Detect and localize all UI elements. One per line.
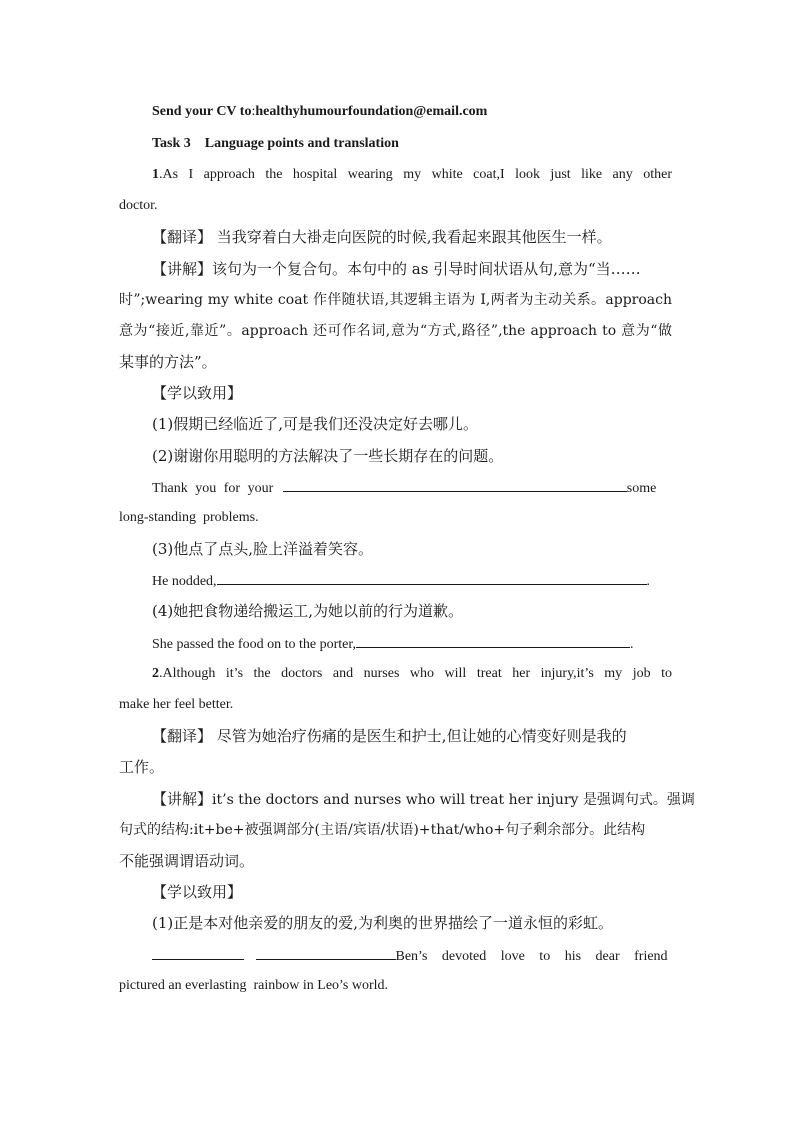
item1-explain-line4: 某事的方法”。 (119, 353, 217, 371)
answer-blank[interactable] (217, 570, 647, 585)
task-title: Task 3 Language points and translation (152, 136, 399, 151)
item2-practice-tag: 【学以致用】 (152, 883, 243, 901)
answer-end: . (646, 574, 651, 589)
translation-tag: 【翻译】 (152, 727, 213, 745)
item2-sentence-line1 (119, 664, 672, 684)
answer-blank[interactable] (356, 633, 630, 648)
item2-explain-line2: 句式的结构:it+be+被强调部分(主语/宾语/状语)+that/who+句子剩余部分。此结构 (119, 822, 646, 838)
answer-suffix: Ben’s devoted love to his dear friend (395, 949, 668, 964)
item1-explain-line3: 意为“接近,靠近”。approach 还可作名词,意为“方式,路径”,the approach to 意为“做 (119, 323, 672, 339)
answer-prefix: He nodded, (152, 574, 217, 589)
item1-practice-tag: 【学以致用】 (152, 384, 243, 402)
item2-practice-1-answer-line2: pictured an everlasting rainbow in Leo’s world. (119, 978, 389, 993)
item1-practice-4-answer (152, 633, 633, 655)
item2-sentence-text: .Although it’s the doctors and nurses who will treat her injury,it’s my job to (159, 666, 672, 681)
item1-explain-line2: 时”;wearing my white coat 作伴随状语,其逻辑主语为 I,两者为主动关系。approach (119, 292, 672, 308)
explain-text: it’s the doctors and nurses who will treat her injury 是强调句式。强调 (212, 792, 695, 808)
answer-suffix: some (626, 481, 657, 496)
email-address: healthyhumourfoundation@email.com (255, 104, 488, 119)
item1-sentence-text: .As I approach the hospital wearing my white coat,I look just like any other (159, 167, 672, 182)
answer-blank[interactable] (283, 477, 627, 492)
item2-explain-line3: 不能强调谓语动词。 (119, 852, 255, 870)
send-cv-line (152, 102, 487, 122)
item2-sentence-line2: make her feel better. (119, 697, 234, 712)
send-cv-colon: : (251, 104, 256, 119)
item1-practice-3: (3)他点了点头,脸上洋溢着笑容。 (152, 540, 374, 558)
translation-text: 尽管为她治疗伤痛的是医生和护士,但让她的心情变好则是我的 (216, 727, 627, 745)
answer-prefix: Thank you for your (152, 481, 274, 496)
item1-practice-2-answer (152, 477, 656, 499)
item1-practice-4: (4)她把食物递给搬运工,为她以前的行为道歉。 (152, 602, 464, 620)
item1-practice-3-answer (152, 570, 650, 592)
item1-sentence-line2: doctor. (119, 198, 158, 213)
item2-translation-line2: 工作。 (119, 758, 165, 776)
answer-blank-1[interactable] (152, 945, 244, 960)
item1-explain-line1 (152, 259, 672, 279)
item2-explain-line1 (152, 789, 695, 810)
item2-translation-line1 (152, 726, 627, 746)
explain-text: 该句为一个复合句。本句中的 as 引导时间状语从句,意为“当…… (212, 260, 641, 278)
explain-tag: 【讲解】 (152, 790, 213, 808)
item2-number: 2 (152, 666, 159, 681)
item1-practice-1: (1)假期已经临近了,可是我们还没决定好去哪儿。 (152, 415, 479, 433)
item1-practice-2: (2)谢谢你用聪明的方法解决了一些长期存在的问题。 (152, 447, 504, 465)
send-cv-prefix: Send your CV to (152, 104, 252, 119)
item1-translation (152, 227, 612, 247)
item1-sentence-line1 (119, 165, 672, 185)
translation-tag: 【翻译】 (152, 228, 213, 246)
answer-end: . (629, 637, 634, 652)
item1-practice-2-answer-line2: long-standing problems. (119, 510, 259, 525)
translation-text: 当我穿着白大褂走向医院的时候,我看起来跟其他医生一样。 (216, 228, 612, 246)
item1-number: 1 (152, 167, 159, 182)
answer-blank-2[interactable] (256, 945, 396, 960)
answer-prefix: She passed the food on to the porter, (152, 637, 356, 652)
explain-tag: 【讲解】 (152, 260, 213, 278)
item2-practice-1: (1)正是本对他亲爱的朋友的爱,为利奥的世界描绘了一道永恒的彩虹。 (152, 914, 614, 932)
item2-practice-1-answer (152, 945, 672, 967)
